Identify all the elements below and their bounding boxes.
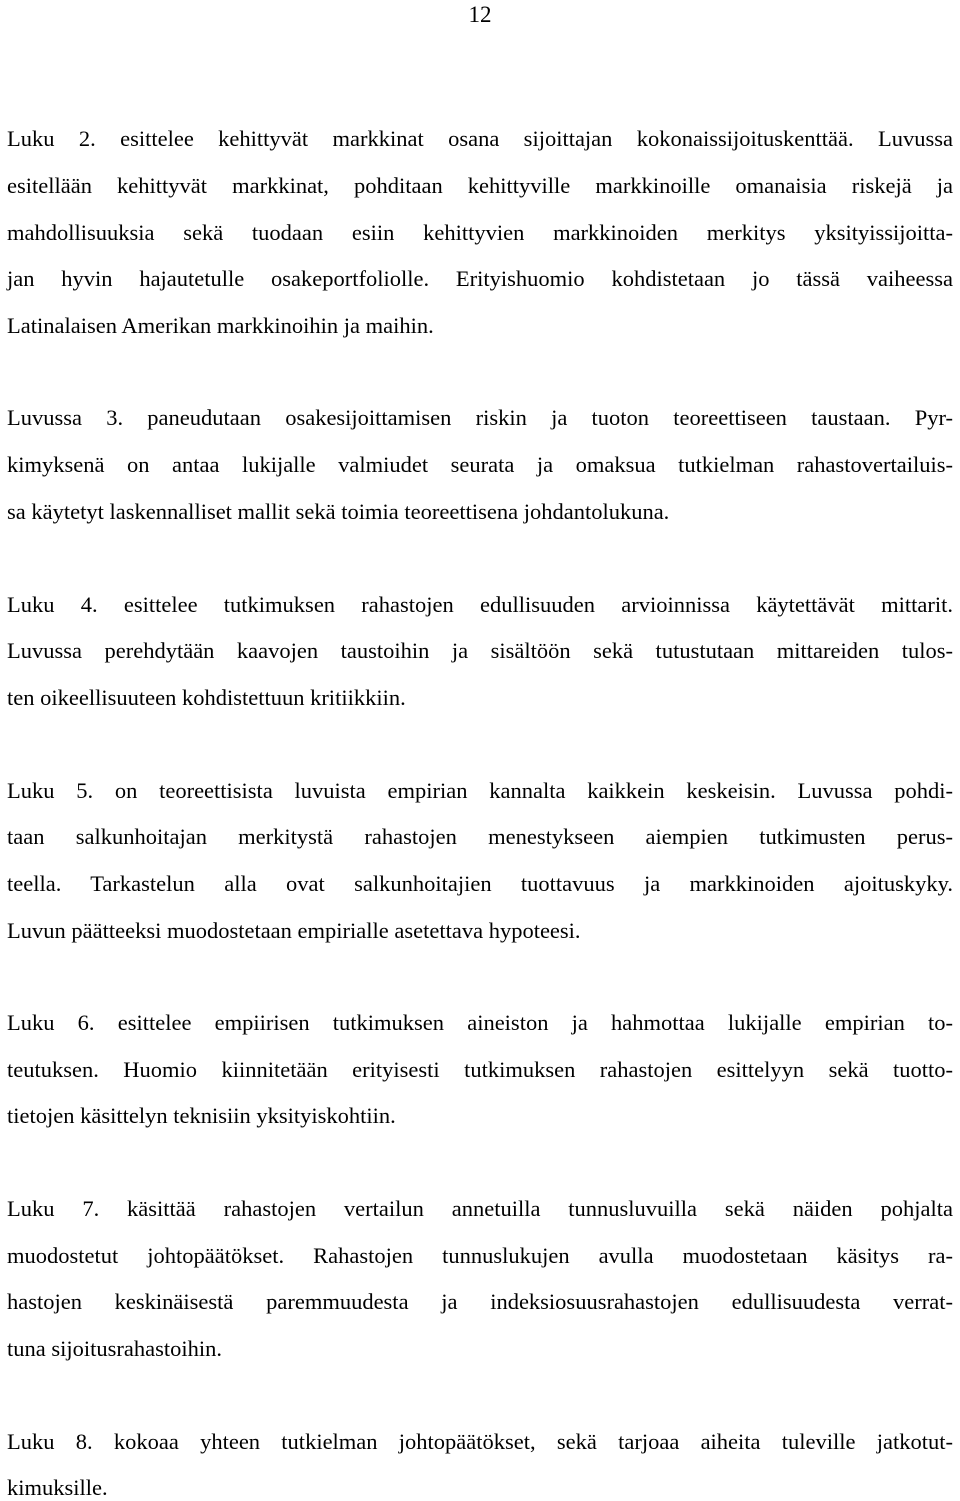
paragraph-7-line-1: Luku 8. kokoaa yhteen tutkielman johtopäätökset, sekä tarjoaa aiheita tuleville jatkotut- [7,1429,953,1454]
page-number: 12 [468,2,492,27]
paragraph-4-line-2: taan salkunhoitajan merkitystä rahastojen menestykseen aiempien tutkimusten perus- [7,824,953,849]
paragraph-6-line-4: tuna sijoitusrahastoihin. [7,1336,222,1361]
paragraph-3-line-1: Luku 4. esittelee tutkimuksen rahastojen edullisuuden arvioinnissa käytettävät mittarit. [7,592,953,617]
paragraph-2-line-1: Luvussa 3. paneudutaan osakesijoittamisen riskin ja tuoton teoreettiseen taustaan. Pyr- [7,405,953,430]
paragraph-5-line-1: Luku 6. esittelee empiirisen tutkimuksen aineiston ja hahmottaa lukijalle empirian to- [7,1010,953,1035]
paragraph-1-line-3: mahdollisuuksia sekä tuodaan esiin kehittyvien markkinoiden merkitys yksityissijoitta- [7,220,953,245]
paragraph-6-line-2: muodostetut johtopäätökset. Rahastojen tunnuslukujen avulla muodostetaan käsitys ra- [7,1243,953,1268]
paragraph-7-line-2: kimuksille. [7,1475,108,1500]
paragraph-5-line-2: teutuksen. Huomio kiinnitetään erityisesti tutkimuksen rahastojen esittelyyn sekä tuotto- [7,1057,953,1082]
paragraph-6-line-1: Luku 7. käsittää rahastojen vertailun annetuilla tunnusluvuilla sekä näiden pohjalta [7,1196,953,1221]
paragraph-4-line-4: Luvun päätteeksi muodostetaan empirialle asetettava hypoteesi. [7,918,581,943]
paragraph-3-line-2: Luvussa perehdytään kaavojen taustoihin ja sisältöön sekä tutustutaan mittareiden tulos- [7,638,953,663]
paragraph-2-line-2: kimyksenä on antaa lukijalle valmiudet seurata ja omaksua tutkielman rahastovertailuis- [7,452,953,477]
paragraph-1-line-2: esitellään kehittyvät markkinat, pohditaan kehittyville markkinoille omanaisia riskejä ja [7,173,953,198]
paragraph-4-line-1: Luku 5. on teoreettisista luvuista empirian kannalta kaikkein keskeisin. Luvussa pohdi- [7,778,953,803]
paragraph-6-line-3: hastojen keskinäisestä paremmuudesta ja indeksiosuusrahastojen edullisuudesta verrat- [7,1289,953,1314]
paragraph-1-line-5: Latinalaisen Amerikan markkinoihin ja maihin. [7,313,434,338]
paragraph-4-line-3: teella. Tarkastelun alla ovat salkunhoitajien tuottavuus ja markkinoiden ajoituskyky. [7,871,953,896]
paragraph-1-line-1: Luku 2. esittelee kehittyvät markkinat osana sijoittajan kokonaissijoituskenttää. Luvussa [7,126,953,151]
paragraph-5-line-3: tietojen käsittelyn teknisiin yksityiskohtiin. [7,1103,396,1128]
paragraph-2-line-3: sa käytetyt laskennalliset mallit sekä toimia teoreettisena johdantolukuna. [7,499,670,524]
paragraph-3-line-3: ten oikeellisuuteen kohdistettuun kritiikkiin. [7,685,406,710]
paragraph-1-line-4: jan hyvin hajautetulle osakeportfoliolle. Erityishuomio kohdistetaan jo tässä vaiheessa [7,266,953,291]
